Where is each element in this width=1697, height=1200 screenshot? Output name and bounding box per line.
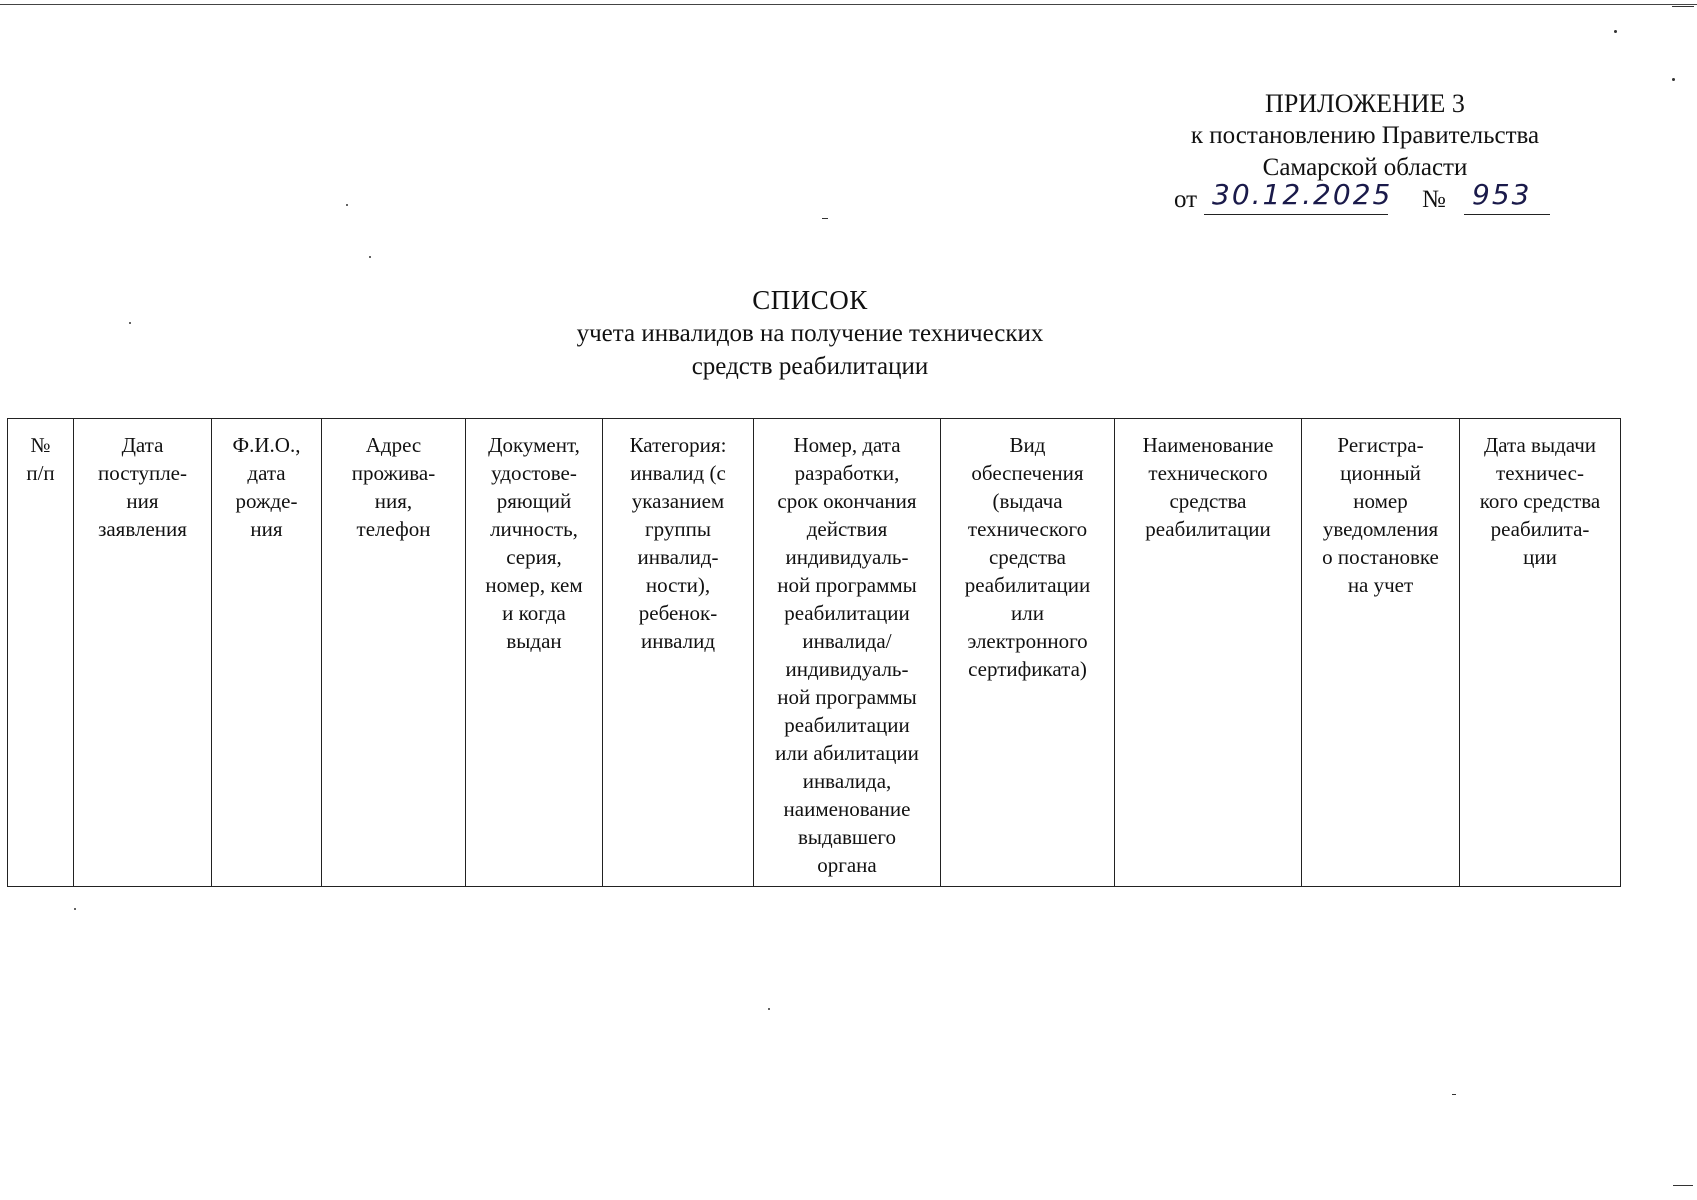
table-header-row — [8, 419, 1621, 887]
number-sign: № — [1422, 186, 1446, 213]
column-header-rehabilitation-program: Номер, дата разработки, срок окончания действия индивидуаль- ной программы реабилитации инвалида/ индивидуаль- ной программы реабилитации или абилитации инвалида, наименование выдавшего органа — [754, 419, 941, 887]
column-header-registration-number: Регистра- ционный номер уведомления о постановке на учет — [1302, 419, 1460, 887]
heading-title: СПИСОК — [752, 285, 868, 315]
date-prefix: от — [1174, 186, 1198, 213]
handwritten-number: 953 — [1472, 178, 1532, 211]
column-header-address-phone: Адрес прожива- ния, телефон — [322, 419, 466, 887]
document-heading — [450, 284, 1170, 383]
appendix-block — [1140, 88, 1590, 184]
scan-speck — [346, 204, 348, 206]
scan-mark — [822, 218, 828, 219]
scan-speck — [74, 908, 76, 910]
scan-speck — [1672, 78, 1675, 81]
register-table — [7, 418, 1621, 887]
scan-speck — [369, 256, 371, 258]
column-header-full-name-birthdate: Ф.И.О., дата рожде- ния — [212, 419, 322, 887]
appendix-line-2: Самарской области — [1262, 154, 1468, 181]
scan-speck — [768, 1008, 770, 1010]
column-header-category: Категория: инвалид (с указанием группы инвалид- ности), ребенок- инвалид — [603, 419, 754, 887]
column-header-number: № п/п — [8, 419, 74, 887]
appendix-line-1: к постановлению Правительства — [1190, 122, 1540, 149]
heading-line-1: учета инвалидов на получение технических — [576, 320, 1044, 347]
decree-date-line — [1174, 178, 1554, 222]
number-blank — [1464, 178, 1550, 215]
column-header-application-date: Дата поступле- ния заявления — [74, 419, 212, 887]
column-header-issue-date: Дата выдачи техничес- кого средства реабилита- ции — [1460, 419, 1621, 887]
scan-mark — [1672, 6, 1694, 7]
column-header-provision-type: Вид обеспечения (выдача технического средства реабилитации или электронного сертификата) — [941, 419, 1115, 887]
scan-edge-line — [0, 4, 1697, 5]
heading-line-2: средств реабилитации — [691, 353, 929, 380]
column-header-identity-document: Документ, удостове- ряющий личность, серия, номер, кем и когда выдан — [466, 419, 603, 887]
scan-mark — [1673, 1185, 1693, 1186]
appendix-title: ПРИЛОЖЕНИЕ 3 — [1265, 89, 1465, 118]
scan-speck — [129, 322, 131, 324]
date-blank — [1204, 178, 1393, 215]
scan-mark — [1452, 1094, 1456, 1095]
scan-speck — [1614, 30, 1617, 33]
column-header-device-name: Наименование технического средства реабилитации — [1115, 419, 1302, 887]
handwritten-date: 30.12.2025 — [1212, 178, 1393, 211]
